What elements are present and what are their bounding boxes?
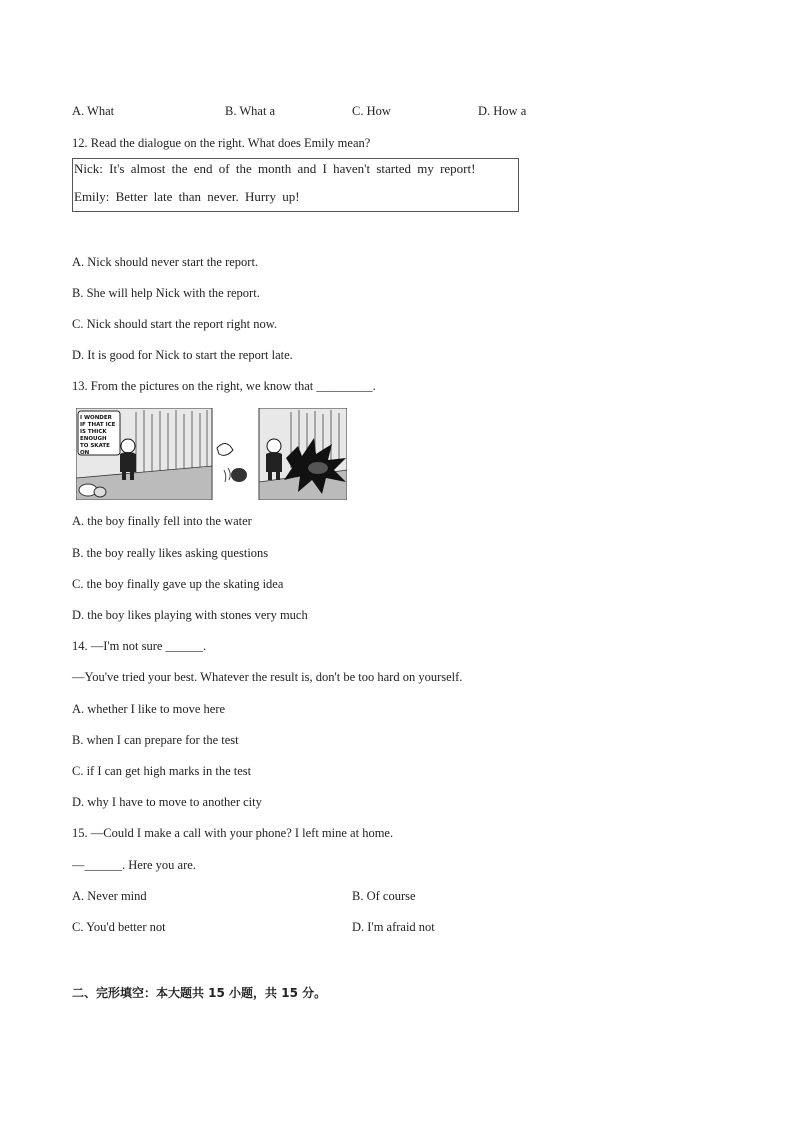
q15-option-c: C. You'd better not [72, 920, 166, 934]
q12-dialogue-emily: Emily: Better late than never. Hurry up! [74, 189, 300, 204]
q12-option-a: A. Nick should never start the report. [72, 255, 259, 269]
comic-speech-line-6: ON [80, 450, 90, 456]
q14-option-c: C. if I can get high marks in the test [72, 764, 252, 778]
q13-option-c: C. the boy finally gave up the skating idea [72, 577, 284, 591]
q14-option-a: A. whether I like to move here [72, 702, 226, 716]
q15-stem: 15. —Could I make a call with your phone? I left mine at home. [72, 826, 394, 840]
q13-stem: 13. From the pictures on the right, we know that _________. [72, 379, 376, 393]
comic-throw [217, 443, 247, 482]
comic-speech-line-1: I WONDER [80, 415, 112, 421]
q12-dialogue-nick: Nick: It's almost the end of the month and I haven't started my report! [74, 161, 476, 176]
comic-image [76, 408, 347, 500]
q14-reply: —You've tried your best. Whatever the result is, don't be too hard on yourself. [72, 670, 463, 684]
q12-stem: 12. Read the dialogue on the right. What does Emily mean? [72, 136, 371, 150]
comic-panel-1 [76, 408, 212, 500]
q13-option-a: A. the boy finally fell into the water [72, 514, 252, 528]
q11-option-c: C. How [352, 104, 391, 118]
comic-panel-2 [259, 408, 347, 500]
q15-option-d: D. I'm afraid not [352, 920, 435, 934]
comic-speech-line-4: ENOUGH [80, 436, 107, 442]
q12-option-b: B. She will help Nick with the report. [72, 286, 260, 300]
q13-option-b: B. the boy really likes asking questions [72, 546, 269, 560]
q15-reply: —______. Here you are. [72, 858, 196, 872]
q12-option-c: C. Nick should start the report right now. [72, 317, 278, 331]
q11-option-a: A. What [72, 104, 115, 118]
section-heading: 二、完形填空：本大题共 15 小题，共 15 分。 [72, 986, 327, 1000]
q14-stem: 14. —I'm not sure ______. [72, 639, 207, 653]
q15-option-a: A. Never mind [72, 889, 147, 903]
q11-option-b: B. What a [225, 104, 276, 118]
comic-speech-line-2: IF THAT ICE [80, 422, 116, 428]
q14-option-d: D. why I have to move to another city [72, 795, 262, 809]
q13-option-d: D. the boy likes playing with stones very much [72, 608, 308, 622]
q12-option-d: D. It is good for Nick to start the report late. [72, 348, 293, 362]
comic-speech-line-3: IS THICK [80, 429, 107, 435]
q14-option-b: B. when I can prepare for the test [72, 733, 239, 747]
q11-option-d: D. How a [478, 104, 527, 118]
q12-dialogue-box [72, 158, 519, 212]
q15-option-b: B. Of course [352, 889, 416, 903]
comic-speech-line-5: TO SKATE [80, 443, 110, 449]
